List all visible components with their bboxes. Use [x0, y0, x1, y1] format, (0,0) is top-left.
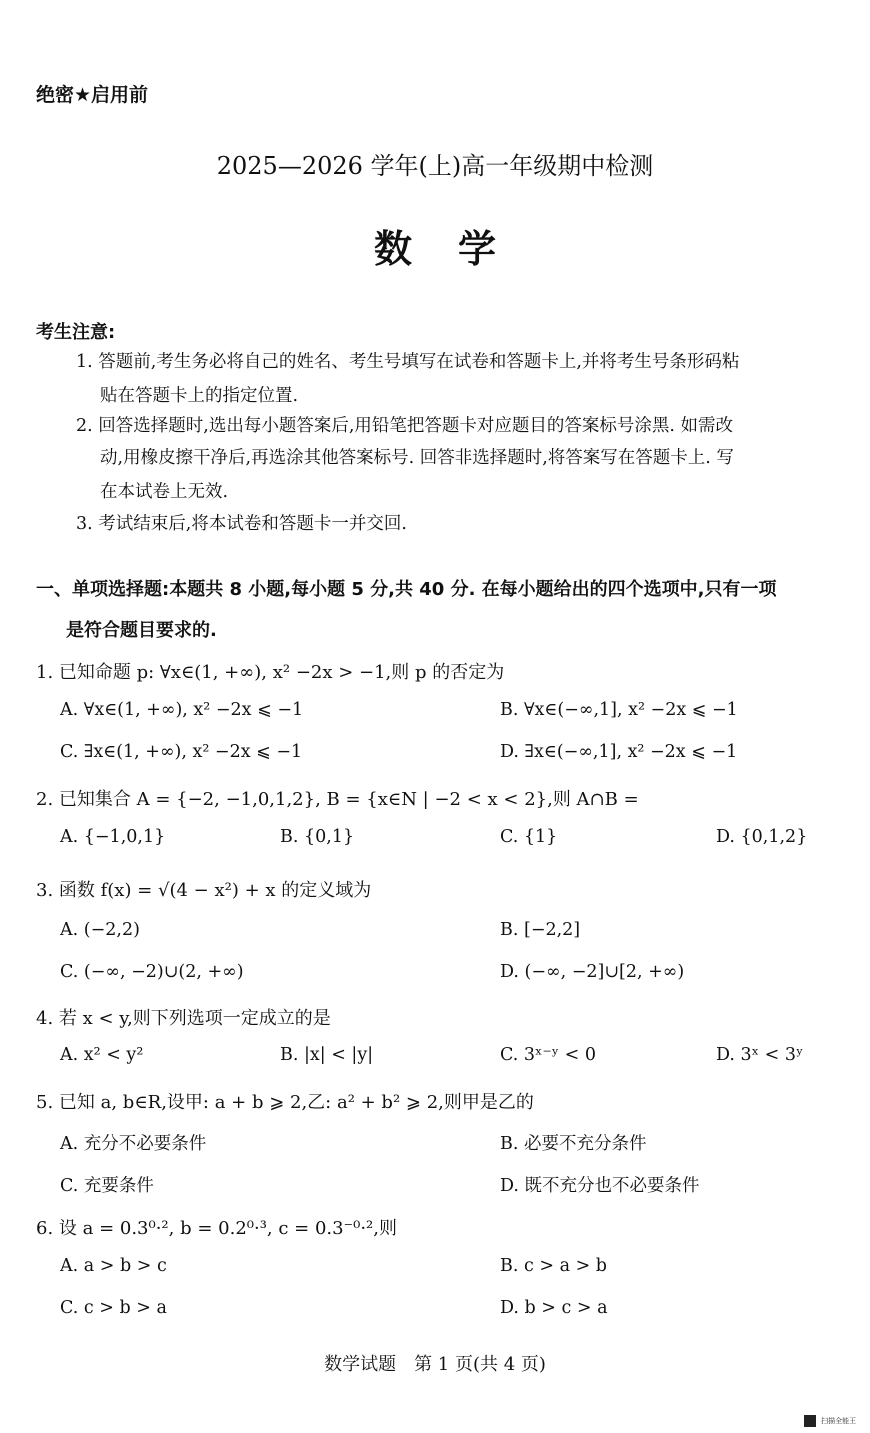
option-c: C. {1} — [500, 827, 558, 847]
question-stem: 6. 设 a = 0.3⁰·², b = 0.2⁰·³, c = 0.3⁻⁰·²,则 — [36, 1218, 397, 1239]
page-footer: 数学试题 第 1 页(共 4 页) — [324, 1354, 546, 1375]
option-b: B. c > a > b — [500, 1256, 607, 1276]
option-a: A. 充分不必要条件 — [60, 1134, 207, 1154]
section-heading: 一、单项选择题:本题共 8 小题,每小题 5 分,共 40 分. 在每小题给出的四个选项中,只有一项 — [36, 579, 777, 600]
option-d: D. 既不充分也不必要条件 — [500, 1176, 700, 1196]
option-a: A. {−1,0,1} — [60, 827, 166, 847]
option-b: B. ∀x∈(−∞,1], x² −2x ⩽ −1 — [500, 700, 738, 720]
option-d: D. {0,1,2} — [716, 827, 808, 847]
option-d: D. b > c > a — [500, 1298, 608, 1318]
option-a: A. x² < y² — [60, 1045, 144, 1065]
option-b: B. [−2,2] — [500, 920, 581, 940]
notice-line: 1. 答题前,考生务必将自己的姓名、考生号填写在试卷和答题卡上,并将考生号条形码粘 — [76, 352, 740, 372]
notice-line: 贴在答题卡上的指定位置. — [100, 386, 299, 406]
qr-code-icon — [804, 1415, 816, 1427]
notice-line: 2. 回答选择题时,选出每小题答案后,用铅笔把答题卡对应题目的答案标号涂黑. 如需改 — [76, 416, 734, 436]
option-b: B. 必要不充分条件 — [500, 1134, 647, 1154]
option-c: C. (−∞, −2)∪(2, +∞) — [60, 962, 244, 982]
question-stem: 1. 已知命题 p: ∀x∈(1, +∞), x² −2x > −1,则 p 的否定为 — [36, 662, 505, 683]
option-c: C. ∃x∈(1, +∞), x² −2x ⩽ −1 — [60, 742, 303, 762]
secret-label: 绝密★启用前 — [36, 84, 149, 106]
scanner-watermark — [804, 1410, 864, 1424]
exam-subtitle: 2025—2026 学年(上)高一年级期中检测 — [216, 152, 654, 180]
option-d: D. 3ˣ < 3ʸ — [716, 1045, 804, 1065]
option-a: A. ∀x∈(1, +∞), x² −2x ⩽ −1 — [60, 700, 304, 720]
option-a: A. a > b > c — [60, 1256, 167, 1276]
question-stem: 2. 已知集合 A = {−2, −1,0,1,2}, B = {x∈N | −2 < x < 2},则 A∩B = — [36, 789, 639, 810]
section-heading-cont: 是符合题目要求的. — [66, 620, 217, 641]
option-c: C. 3ˣ⁻ʸ < 0 — [500, 1045, 597, 1065]
exam-title: 数学 — [373, 226, 542, 271]
question-stem: 5. 已知 a, b∈R,设甲: a + b ⩾ 2,乙: a² + b² ⩾ 2,则甲是乙的 — [36, 1092, 534, 1113]
notice-line: 在本试卷上无效. — [100, 482, 229, 502]
notice-heading: 考生注意: — [36, 322, 116, 343]
option-a: A. (−2,2) — [60, 920, 140, 940]
option-c: C. c > b > a — [60, 1298, 167, 1318]
option-b: B. {0,1} — [280, 827, 355, 847]
option-d: D. ∃x∈(−∞,1], x² −2x ⩽ −1 — [500, 742, 738, 762]
watermark-text: 扫描全能王 — [821, 1416, 857, 1425]
question-stem: 4. 若 x < y,则下列选项一定成立的是 — [36, 1008, 331, 1029]
notice-line: 动,用橡皮擦干净后,再选涂其他答案标号. 回答非选择题时,将答案写在答题卡上. 写 — [100, 448, 734, 468]
option-c: C. 充要条件 — [60, 1176, 154, 1196]
notice-line: 3. 考试结束后,将本试卷和答题卡一并交回. — [76, 514, 407, 534]
option-b: B. |x| < |y| — [280, 1045, 374, 1065]
question-stem: 3. 函数 f(x) = √(4 − x²) + x 的定义域为 — [36, 880, 372, 901]
option-d: D. (−∞, −2]∪[2, +∞) — [500, 962, 685, 982]
